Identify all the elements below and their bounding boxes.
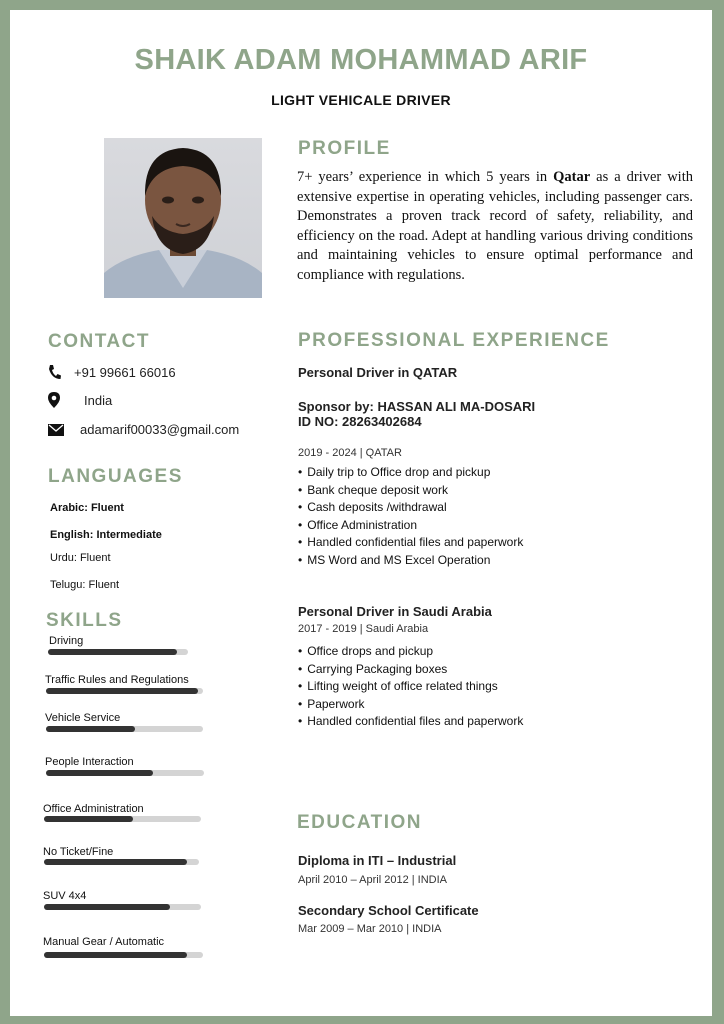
profile-summary: 7+ years’ experience in which 5 years in Qatar as a driver with extensive expertise in operating vehicles, including passenger cars. Demonstrates a proven track record of safety, reliability, and efficiency on the road. Adept at handling various driving conditions and maintaining vehicles to ensure optimal performance and compliance with regulations. xyxy=(297,169,693,283)
phone-number: +91 99661 66016 xyxy=(74,364,176,380)
skill-bar xyxy=(44,952,203,958)
skill-bar-fill xyxy=(46,726,135,732)
skills-heading: SKILLS xyxy=(46,610,123,631)
list-item: • Office drops and pickup xyxy=(298,643,523,661)
skill-label: Office Administration xyxy=(43,803,144,815)
contact-location xyxy=(48,392,112,408)
education-dates: April 2010 – April 2012 | INDIA xyxy=(298,874,447,886)
skill-bar xyxy=(46,770,204,776)
skill-bar-fill xyxy=(44,952,187,958)
skill-label: Traffic Rules and Regulations xyxy=(45,674,189,686)
language-item: Telugu: Fluent xyxy=(50,579,120,591)
skill-label: Driving xyxy=(49,635,84,647)
job-id-number: ID NO: 28263402684 xyxy=(298,414,422,429)
skill-bar xyxy=(44,904,201,910)
list-item: • Daily trip to Office drop and pickup xyxy=(298,464,523,482)
skill-bar-fill xyxy=(46,688,198,694)
contact-heading: CONTACT xyxy=(48,331,150,352)
education-heading: EDUCATION xyxy=(297,812,423,833)
job-dates-saudi: 2017 - 2019 | Saudi Arabia xyxy=(298,623,429,635)
skill-label: Vehicle Service xyxy=(45,712,121,724)
skill-label: SUV 4x4 xyxy=(43,890,87,902)
list-item: • Bank cheque deposit work xyxy=(298,482,523,500)
skill-bar xyxy=(46,726,203,732)
phone-icon xyxy=(48,364,70,380)
job-sponsor: Sponsor by: HASSAN ALI MA-DOSARI xyxy=(298,399,536,414)
list-item: • Handled confidential files and paperwork xyxy=(298,713,523,731)
skill-label: Manual Gear / Automatic xyxy=(43,936,165,948)
experience-heading: PROFESSIONAL EXPERIENCE xyxy=(298,330,610,351)
language-item: Urdu: Fluent xyxy=(50,552,111,564)
contact-email xyxy=(48,422,239,437)
skill-bar xyxy=(46,688,203,694)
skill-label: No Ticket/Fine xyxy=(43,846,114,858)
skill-label: People Interaction xyxy=(45,756,134,768)
list-item: • Cash deposits /withdrawal xyxy=(298,499,523,517)
job-title-saudi: Personal Driver in Saudi Arabia xyxy=(298,604,492,619)
languages-heading: LANGUAGES xyxy=(48,466,183,487)
job-duties-qatar xyxy=(298,464,523,569)
skill-bar-fill xyxy=(44,904,170,910)
list-item: • MS Word and MS Excel Operation xyxy=(298,552,523,570)
resume-page xyxy=(10,10,712,1016)
email-link[interactable]: adamarif00033@gmail.com xyxy=(80,422,240,437)
education-degree: Secondary School Certificate xyxy=(298,903,479,918)
list-item: • Office Administration xyxy=(298,517,523,535)
profile-photo xyxy=(104,138,262,298)
job-title-qatar: Personal Driver in QATAR xyxy=(298,365,458,380)
candidate-name: SHAIK ADAM MOHAMMAD ARIF xyxy=(134,44,588,76)
skill-bar-fill xyxy=(48,649,177,655)
list-item: • Handled confidential files and paperwork xyxy=(298,534,523,552)
skill-bar xyxy=(44,859,199,865)
language-item: English: Intermediate xyxy=(50,529,162,541)
location-pin-icon xyxy=(48,392,70,408)
list-item: • Paperwork xyxy=(298,696,523,714)
language-item: Arabic: Fluent xyxy=(50,502,124,514)
job-duties-saudi xyxy=(298,643,523,731)
contact-phone xyxy=(48,364,176,380)
list-item: • Lifting weight of office related things xyxy=(298,678,523,696)
location-text: India xyxy=(84,392,113,408)
education-degree: Diploma in ITI – Industrial xyxy=(298,853,457,868)
email-icon xyxy=(48,424,70,436)
skill-bar-fill xyxy=(44,859,187,865)
job-dates-qatar: 2019 - 2024 | QATAR xyxy=(298,447,402,459)
skill-bar-fill xyxy=(44,816,133,822)
skill-bar xyxy=(48,649,188,655)
skill-bar-fill xyxy=(46,770,153,776)
profile-heading: PROFILE xyxy=(298,138,391,159)
job-role: LIGHT VEHICALE DRIVER xyxy=(271,92,451,108)
education-dates: Mar 2009 – Mar 2010 | INDIA xyxy=(298,923,442,935)
skill-bar xyxy=(44,816,201,822)
list-item: • Carrying Packaging boxes xyxy=(298,661,523,679)
